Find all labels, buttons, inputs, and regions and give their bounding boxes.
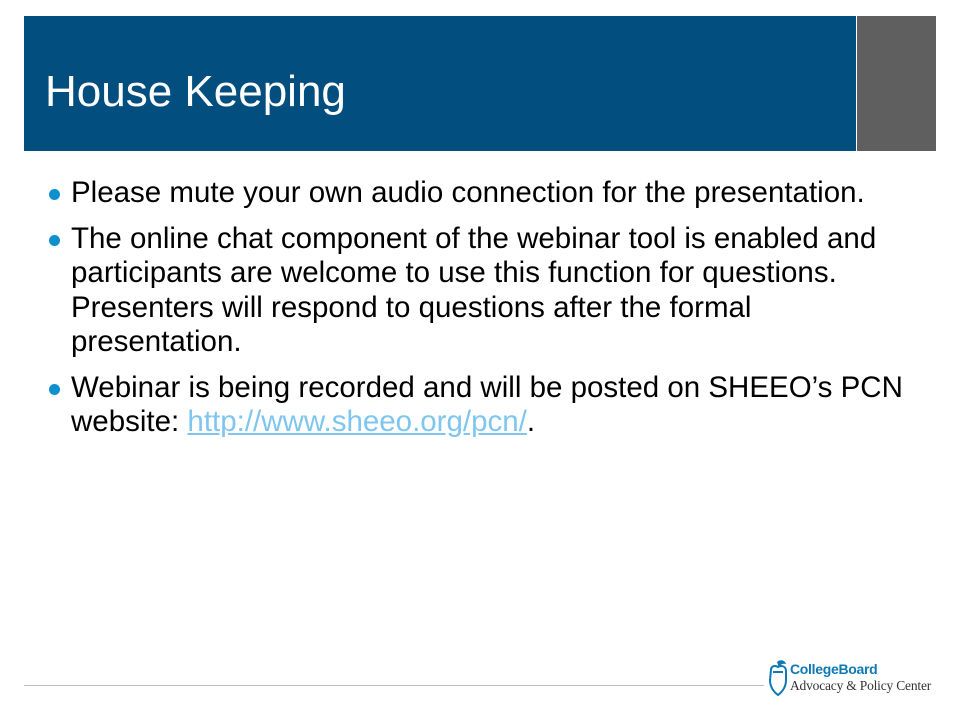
bullet-item-mute xyxy=(48,176,908,211)
logo-wordmark: CollegeBoard xyxy=(790,661,878,677)
logo-subtitle: Advocacy & Policy Center xyxy=(790,678,932,693)
bullet-item-recording xyxy=(48,371,908,440)
bullet-text: The online chat component of the webinar tool is enabled and participants are welcome to use this function for questions. Presenters will respond to questions after the formal presentation. xyxy=(71,221,877,358)
bullet-icon xyxy=(49,235,60,246)
bullet-icon xyxy=(49,384,60,395)
bullet-text-end: . xyxy=(526,405,536,438)
college-board-logo xyxy=(766,654,942,704)
slide-title: House Keeping xyxy=(45,67,346,116)
bullet-list xyxy=(48,176,908,451)
pcn-website-link[interactable]: http://www.sheeo.org/pcn/ xyxy=(187,405,527,438)
title-accent-block xyxy=(857,16,936,151)
bullet-item-chat xyxy=(48,222,908,360)
college-board-acorn-icon xyxy=(766,658,790,698)
footer-divider xyxy=(24,685,764,686)
bullet-text: Webinar is being recorded and will be posted on SHEEO’s PCN website: xyxy=(71,370,903,438)
bullet-text: Please mute your own audio connection for the presentation. xyxy=(71,176,865,209)
bullet-icon xyxy=(49,189,60,200)
